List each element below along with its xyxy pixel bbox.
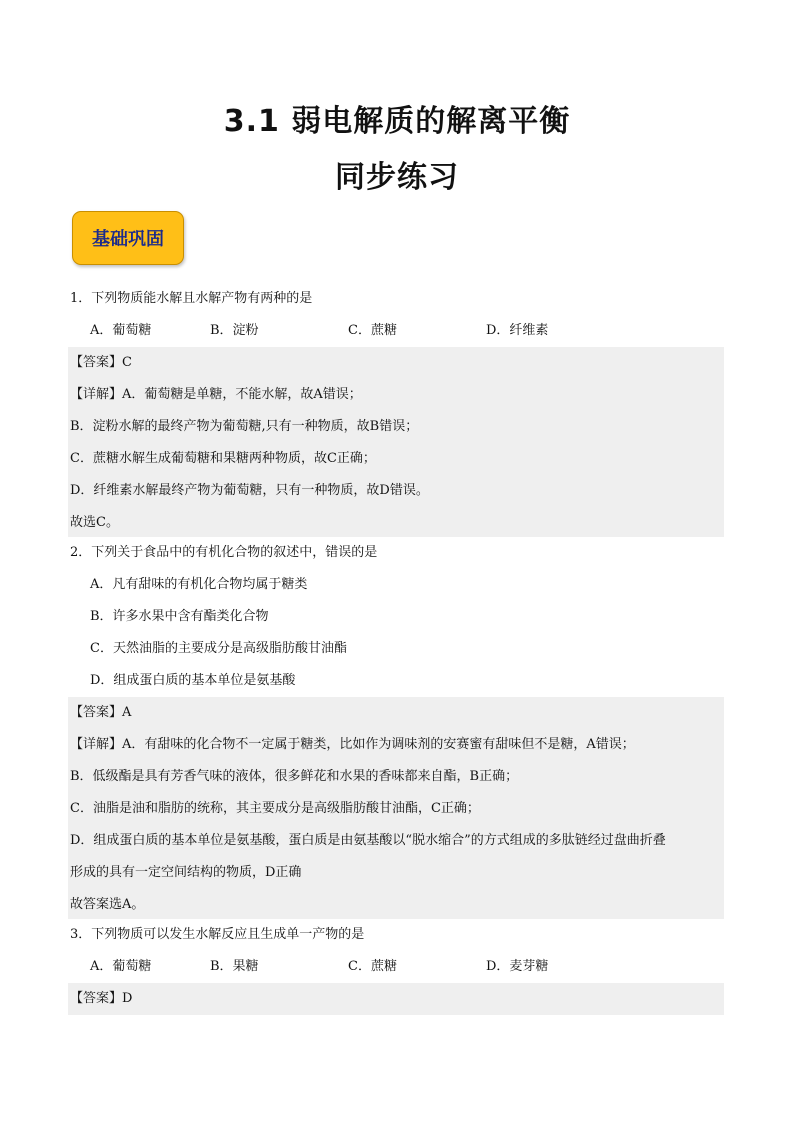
question-3-answer-block [68, 983, 724, 1015]
question-2-answer: 【答案】A [70, 705, 132, 720]
question-1-explanation-line: 故选C。 [70, 515, 119, 530]
question-2-option-a: A．凡有甜味的有机化合物均属于糖类 [90, 577, 308, 592]
question-1-option-d: D．纤维素 [486, 323, 549, 338]
question-2-explanation-line: 【详解】A．有甜味的化合物不一定属于糖类，比如作为调味剂的安赛蜜有甜味但不是糖，A错误； [70, 737, 635, 752]
section-badge: 基础巩固 [72, 211, 184, 265]
question-2-option-c: C．天然油脂的主要成分是高级脂肪酸甘油酯 [90, 641, 347, 656]
question-1-stem: 1．下列物质能水解且水解产物有两种的是 [70, 291, 313, 306]
question-2-explanation-line: B．低级酯是具有芳香气味的液体，很多鲜花和水果的香味都来自酯，B正确； [70, 769, 519, 784]
question-1-option-b: B．淀粉 [210, 323, 259, 338]
question-2-explanation-line: D．组成蛋白质的基本单位是氨基酸，蛋白质是由氨基酸以“脱水缩合”的方式组成的多肽链经过盘曲折叠 [70, 833, 666, 848]
question-3-option-d: D．麦芽糖 [486, 959, 549, 974]
question-2-explanation-line: 故答案选A。 [70, 897, 145, 912]
page-subtitle: 同步练习 [335, 160, 459, 195]
question-1-explanation-line: D．纤维素水解最终产物为葡萄糖，只有一种物质，故D错误。 [70, 483, 429, 498]
question-2-explanation-line: C．油脂是油和脂肪的统称，其主要成分是高级脂肪酸甘油酯，C正确； [70, 801, 480, 816]
question-1-explanation-line: 【详解】A．葡萄糖是单糖，不能水解，故A错误； [70, 387, 362, 402]
question-1-answer: 【答案】C [70, 355, 132, 370]
question-1-explanation-line: B．淀粉水解的最终产物为葡萄糖,只有一种物质，故B错误； [70, 419, 419, 434]
question-1-explanation-line: C．蔗糖水解生成葡萄糖和果糖两种物质，故C正确； [70, 451, 376, 466]
question-2-explanation-line: 形成的具有一定空间结构的物质，D正确 [70, 865, 302, 880]
question-3-option-c: C．蔗糖 [348, 959, 397, 974]
question-2-option-d: D．组成蛋白质的基本单位是氨基酸 [90, 673, 296, 688]
question-3-answer: 【答案】D [70, 991, 133, 1006]
question-3-option-a: A．葡萄糖 [90, 959, 152, 974]
page-title: 3.1 弱电解质的解离平衡 [223, 104, 571, 139]
question-2-option-b: B．许多水果中含有酯类化合物 [90, 609, 269, 624]
question-2-stem: 2．下列关于食品中的有机化合物的叙述中，错误的是 [70, 545, 378, 560]
question-1-option-c: C．蔗糖 [348, 323, 397, 338]
question-1-option-a: A．葡萄糖 [90, 323, 152, 338]
question-3-option-b: B．果糖 [210, 959, 259, 974]
question-3-stem: 3．下列物质可以发生水解反应且生成单一产物的是 [70, 927, 365, 942]
